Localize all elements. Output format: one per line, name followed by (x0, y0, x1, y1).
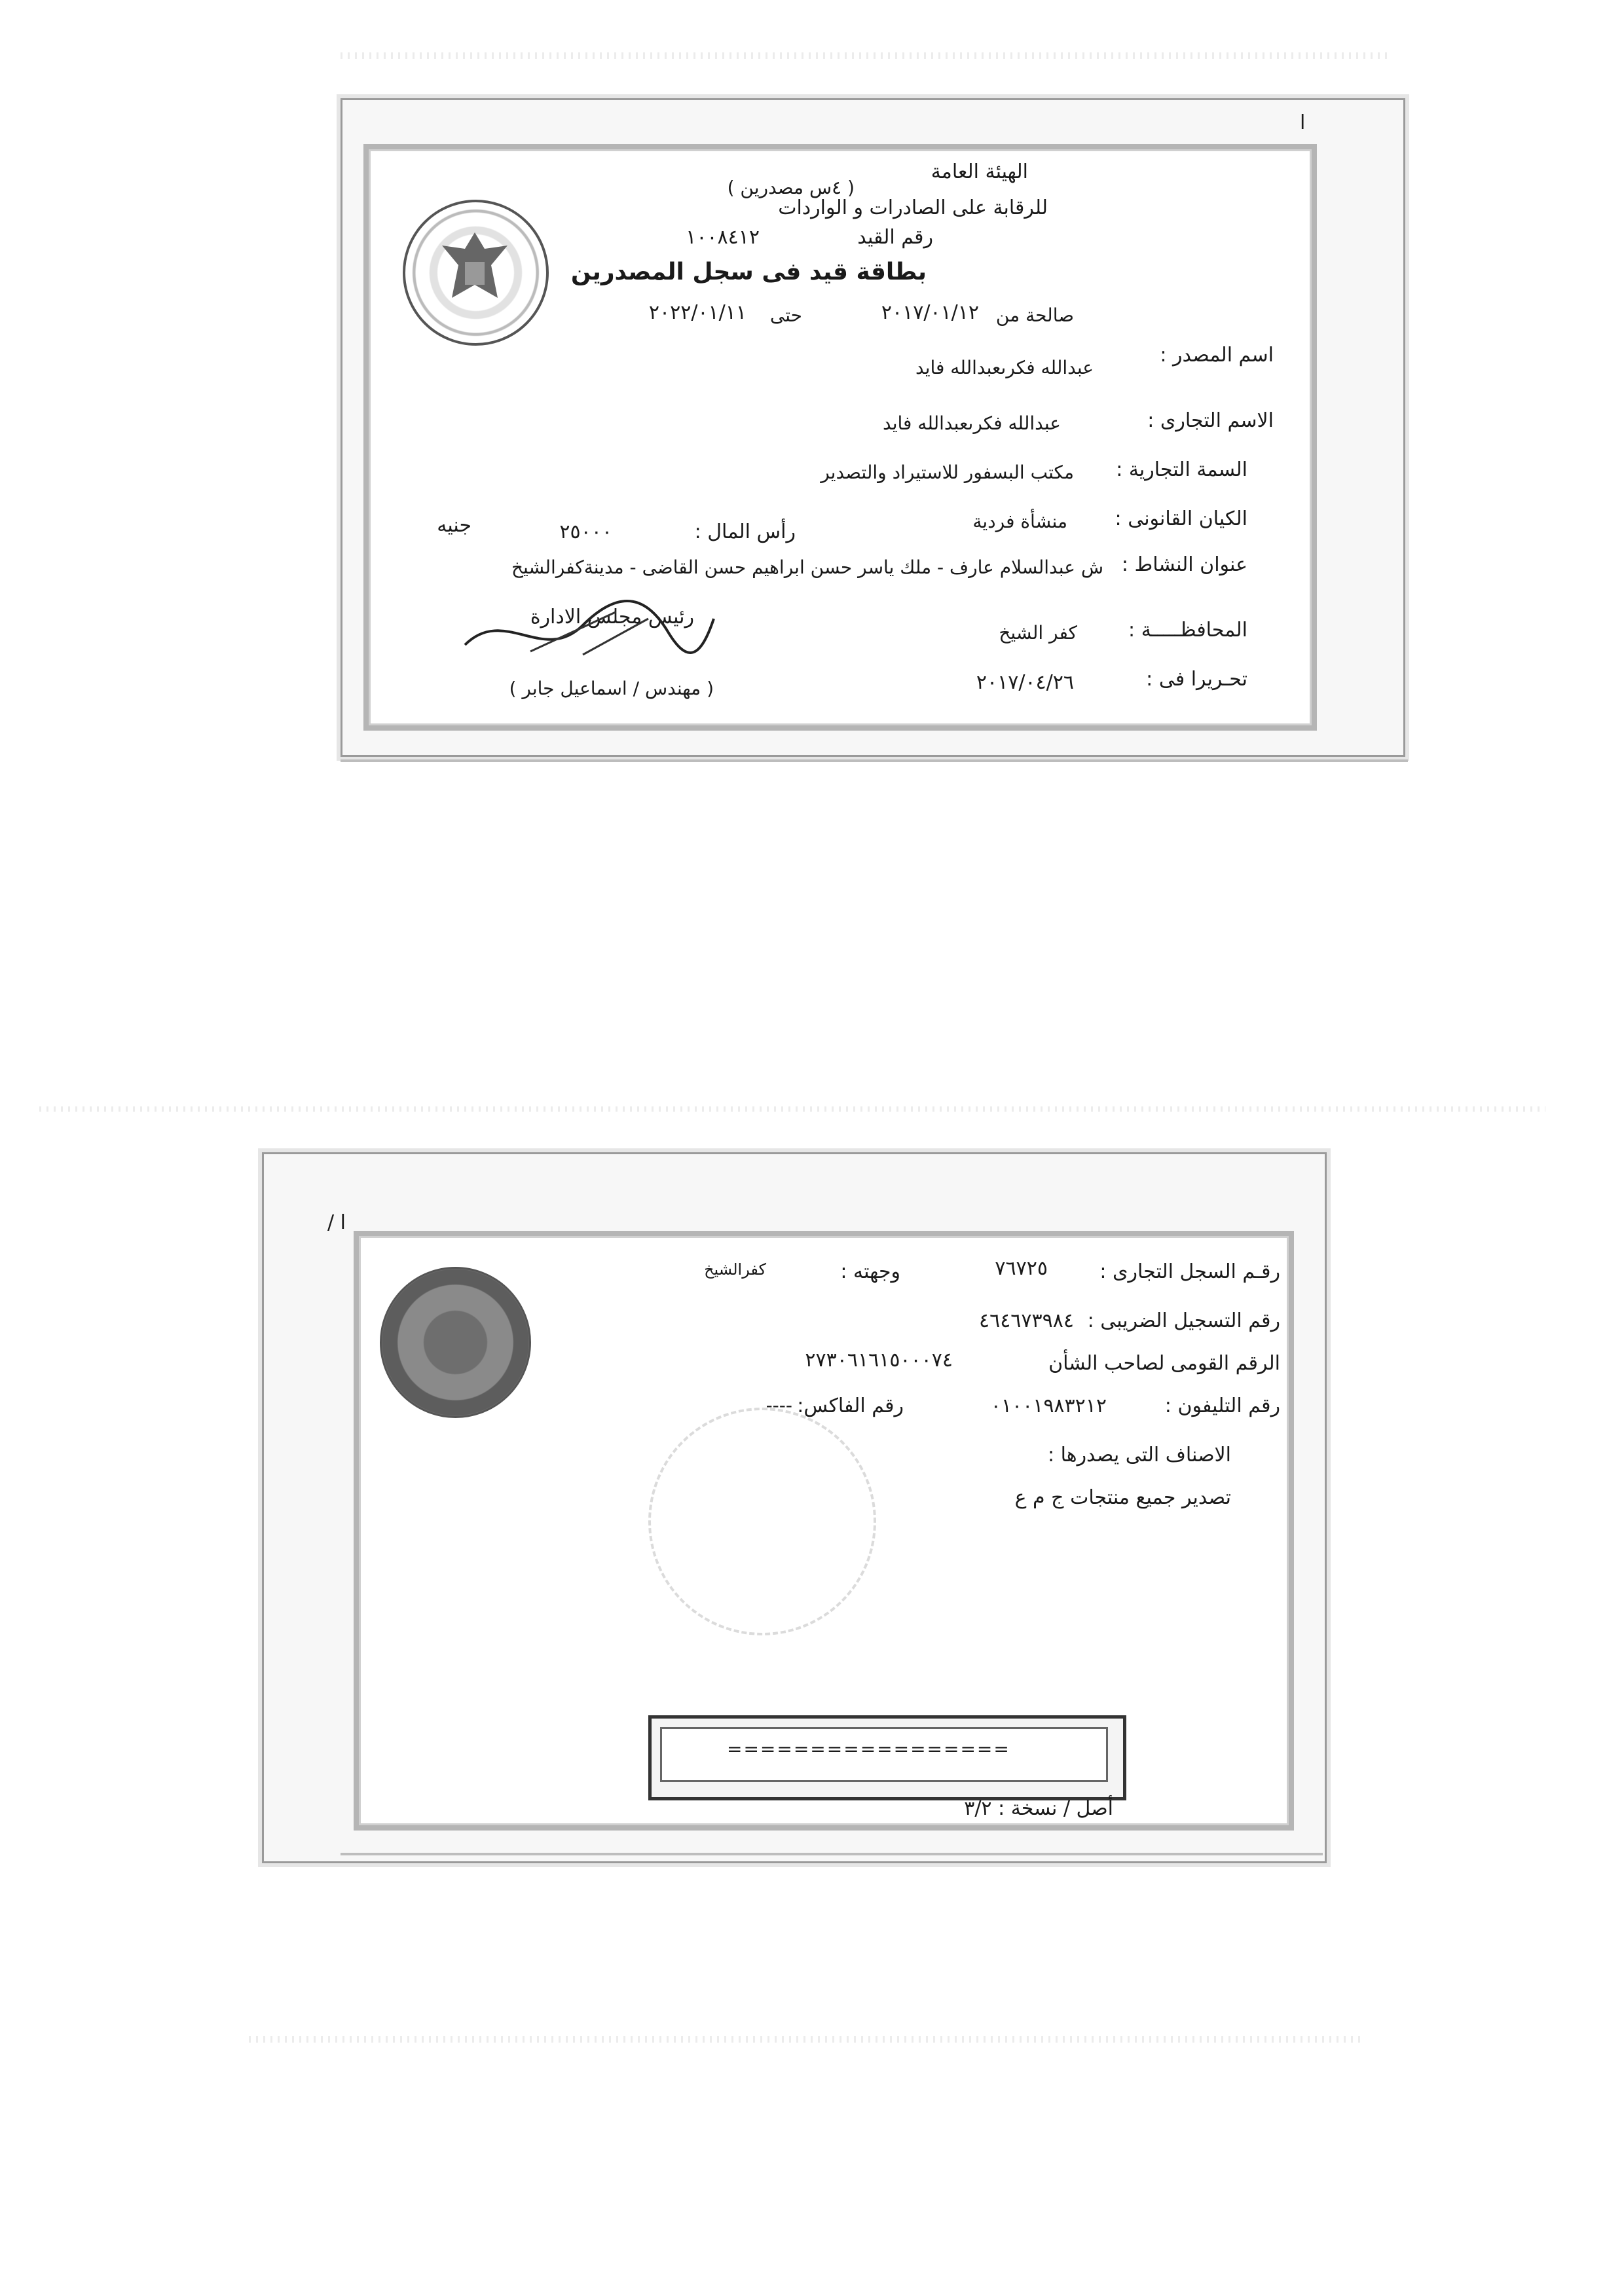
national-id-value: ٢٧٣٠٦١٦١٥٠٠٠٧٤ (805, 1349, 953, 1372)
commercial-reg-value: ٧٦٧٢٥ (995, 1257, 1048, 1280)
items-label: الاصناف التى يصدرها : (1047, 1444, 1231, 1467)
card-title: بطاقة قيد فى سجل المصدرين (570, 259, 927, 285)
commercial-reg-label: رقـم السجل التجارى : (1099, 1260, 1280, 1283)
scan-noise-top (341, 52, 1388, 59)
address-label: عنوان النشاط : (1121, 553, 1247, 576)
valid-to-date: ٢٠٢٢/٠١/١١ (648, 301, 747, 324)
card2-bottom-edge (341, 1853, 1323, 1855)
eagle-icon (435, 226, 514, 311)
tax-reg-value: ٤٦٤٦٧٣٩٨٤ (978, 1309, 1074, 1332)
capital-label: رأس المال : (694, 520, 796, 543)
valid-to-label: حتى (769, 304, 802, 326)
chairman-title: رئيس مجلس الادارة (530, 606, 694, 629)
chairman-name: ( مهندس / اسماعيل جابر ) (509, 678, 714, 699)
fax-value: ---- (766, 1394, 792, 1416)
trade-name-label: الاسم التجارى : (1147, 409, 1274, 432)
capital-unit: جنيه (437, 514, 471, 537)
org-name-line2: للرقابة على الصادرات و الواردات (778, 196, 1048, 219)
national-id-label: الرقم القومى لصاحب الشأن (1048, 1352, 1280, 1375)
exporter-name: عبدالله فكرىعبدالله فايد (915, 357, 1094, 378)
legal-entity-value: منشأة فردية (972, 511, 1067, 532)
seal-emblem-icon (380, 1267, 531, 1418)
signature-icon (452, 592, 727, 671)
capital-value: ٢٥٠٠٠ (559, 520, 612, 543)
org-name-line1: الهيئة العامة (931, 160, 1028, 183)
exporter-name-label: اسم المصدر : (1160, 344, 1274, 367)
phone-value: ٠١٠٠١٩٨٣٢١٢ (990, 1394, 1107, 1417)
governorate-value: كفر الشيخ (999, 622, 1077, 644)
corner-mark: ا (1300, 111, 1306, 134)
governorate-label: المحافظـــــة : (1128, 619, 1247, 642)
issued-date: ٢٠١٧/٠٤/٢٦ (976, 671, 1074, 694)
issued-label: تحـريرا فى : (1146, 668, 1247, 691)
registration-label: رقم القيد (857, 226, 933, 249)
fax-label: رقم الفاكس: (797, 1394, 904, 1417)
trade-name: عبدالله فكرىعبدالله فايد (883, 412, 1061, 434)
card1-bottom-edge (341, 759, 1408, 762)
address-value: ش عبدالسلام عارف - ملك ياسر حسن ابراهيم حسن القاضى - مدينةكفرالشيخ (511, 556, 1103, 578)
registration-number: ١٠٠٨٤١٢ (686, 226, 760, 249)
trademark-value: مكتب البسفور للاستيراد والتصدير (821, 462, 1074, 483)
scan-noise-mid (39, 1106, 1545, 1112)
registry-office-value: كفرالشيخ (704, 1260, 766, 1279)
valid-from-date: ٢٠١٧/٠١/١٢ (881, 301, 979, 324)
tax-reg-label: رقم التسجيل الضريبى : (1087, 1309, 1280, 1332)
corner-mark-2: ا / (327, 1211, 346, 1234)
registry-office-label: وجهته : (840, 1260, 900, 1283)
scan-noise-bottom (249, 2036, 1362, 2043)
trademark-label: السمة التجارية : (1116, 458, 1247, 481)
valid-from-label: صالحة من (995, 304, 1074, 326)
category: ( ٤س مصدرين ) (727, 177, 855, 198)
copy-note: أصل / نسخة : ٣/٢ (964, 1797, 1113, 1820)
faded-stamp-icon (648, 1408, 876, 1635)
footer-box-text: ================= (727, 1738, 1010, 1760)
items-value: تصدير جميع منتجات ج م ع (1014, 1486, 1231, 1509)
legal-entity-label: الكيان القانونى : (1115, 507, 1247, 530)
phone-label: رقم التليفون : (1164, 1394, 1280, 1417)
